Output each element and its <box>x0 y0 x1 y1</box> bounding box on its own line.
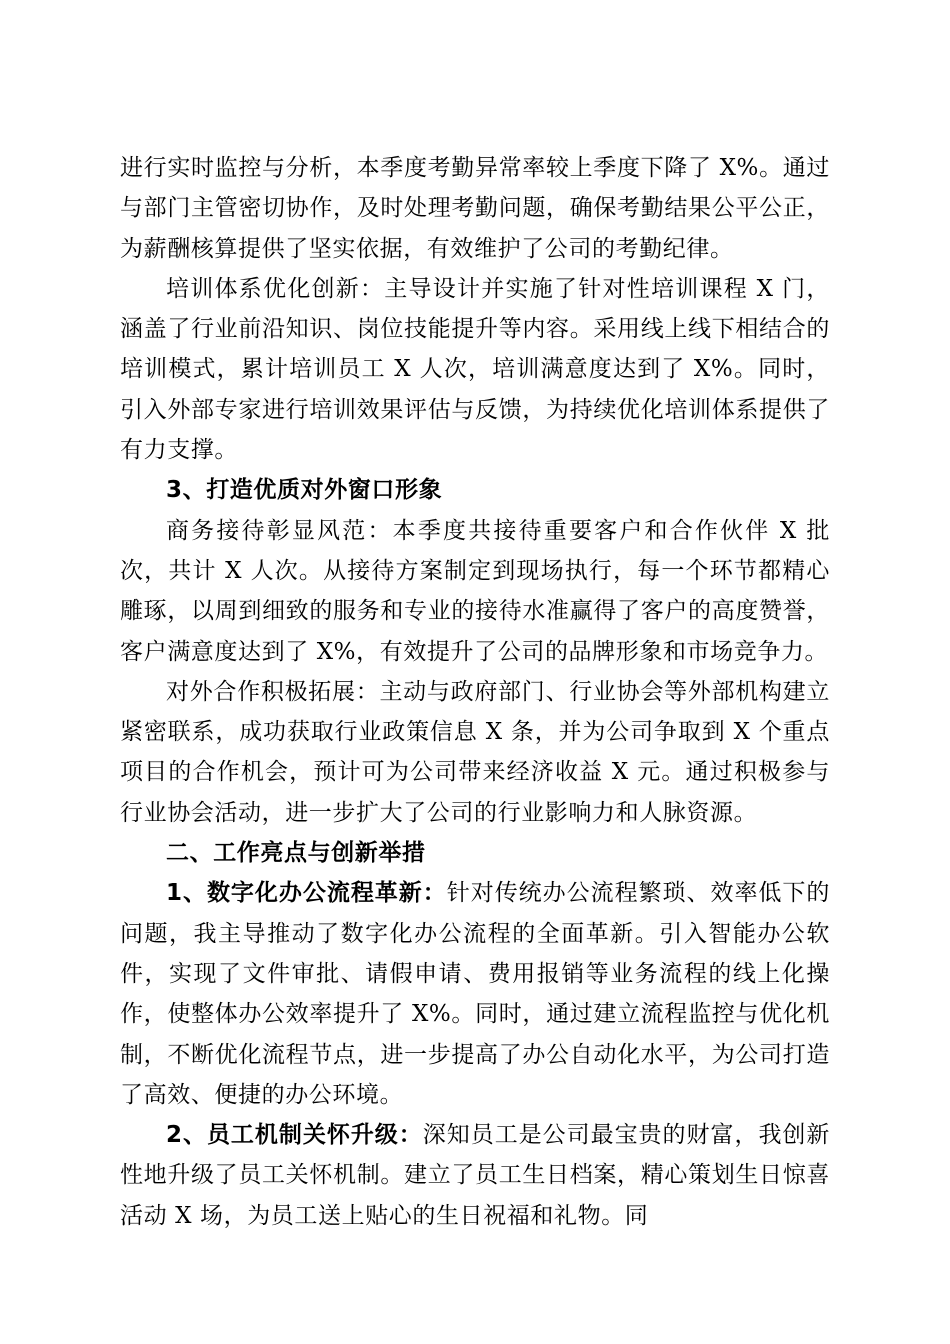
paragraph-lead-employee-care: 2、员工机制关怀升级： <box>166 1122 423 1149</box>
paragraph-lead-digital-office: 1、数字化办公流程革新： <box>166 880 447 907</box>
paragraph-business-reception: 商务接待彰显风范：本季度共接待重要客户和合作伙伴 X 批次，共计 X 人次。从接待方案制定到现场执行，每一个环节都精心雕琢，以周到细致的服务和专业的接待水准赢得了客户的高度赞誉，客户满意度达到了 X%，有效提升了公司的品牌形象和市场竞争力。 <box>120 517 830 665</box>
section-heading-highlights: 二、工作亮点与创新举措 <box>166 840 426 867</box>
paragraph-digital-office <box>120 873 830 1115</box>
section-heading-external-image: 3、打造优质对外窗口形象 <box>166 477 443 504</box>
paragraph-attendance: 进行实时监控与分析，本季度考勤异常率较上季度下降了 X%。通过与部门主管密切协作，及时处理考勤问题，确保考勤结果公平公正，为薪酬核算提供了坚实依据，有效维护了公司的考勤纪律。 <box>120 155 830 262</box>
paragraph-employee-care <box>120 1115 830 1236</box>
paragraph-body-digital-office: 针对传统办公流程繁琐、效率低下的问题，我主导推动了数字化办公流程的全面革新。引入智能办公软件，实现了文件审批、请假申请、费用报销等业务流程的线上化操作，使整体办公效率提升了 X%。同时，通过建立流程监控与优化机制，不断优化流程节点，进一步提高了办公自动化水平，为公司打造了高效、便捷的办公环境。 <box>120 880 830 1108</box>
paragraph-external-cooperation: 对外合作积极拓展：主动与政府部门、行业协会等外部机构建立紧密联系，成功获取行业政策信息 X 条，并为公司争取到 X 个重点项目的合作机会，预计可为公司带来经济收益 X 元。通过积极参与行业协会活动，进一步扩大了公司的行业影响力和人脉资源。 <box>120 678 830 826</box>
paragraph-training: 培训体系优化创新：主导设计并实施了针对性培训课程 X 门，涵盖了行业前沿知识、岗位技能提升等内容。采用线上线下相结合的培训模式，累计培训员工 X 人次，培训满意度达到了 X%。同时，引入外部专家进行培训效果评估与反馈，为持续优化培训体系提供了有力支撑。 <box>120 275 830 464</box>
document-body <box>120 148 830 1236</box>
paragraph-body-employee-care: 深知员工是公司最宝贵的财富，我创新性地升级了员工关怀机制。建立了员工生日档案，精心策划生日惊喜活动 X 场，为员工送上贴心的生日祝福和礼物。同 <box>120 1122 831 1229</box>
